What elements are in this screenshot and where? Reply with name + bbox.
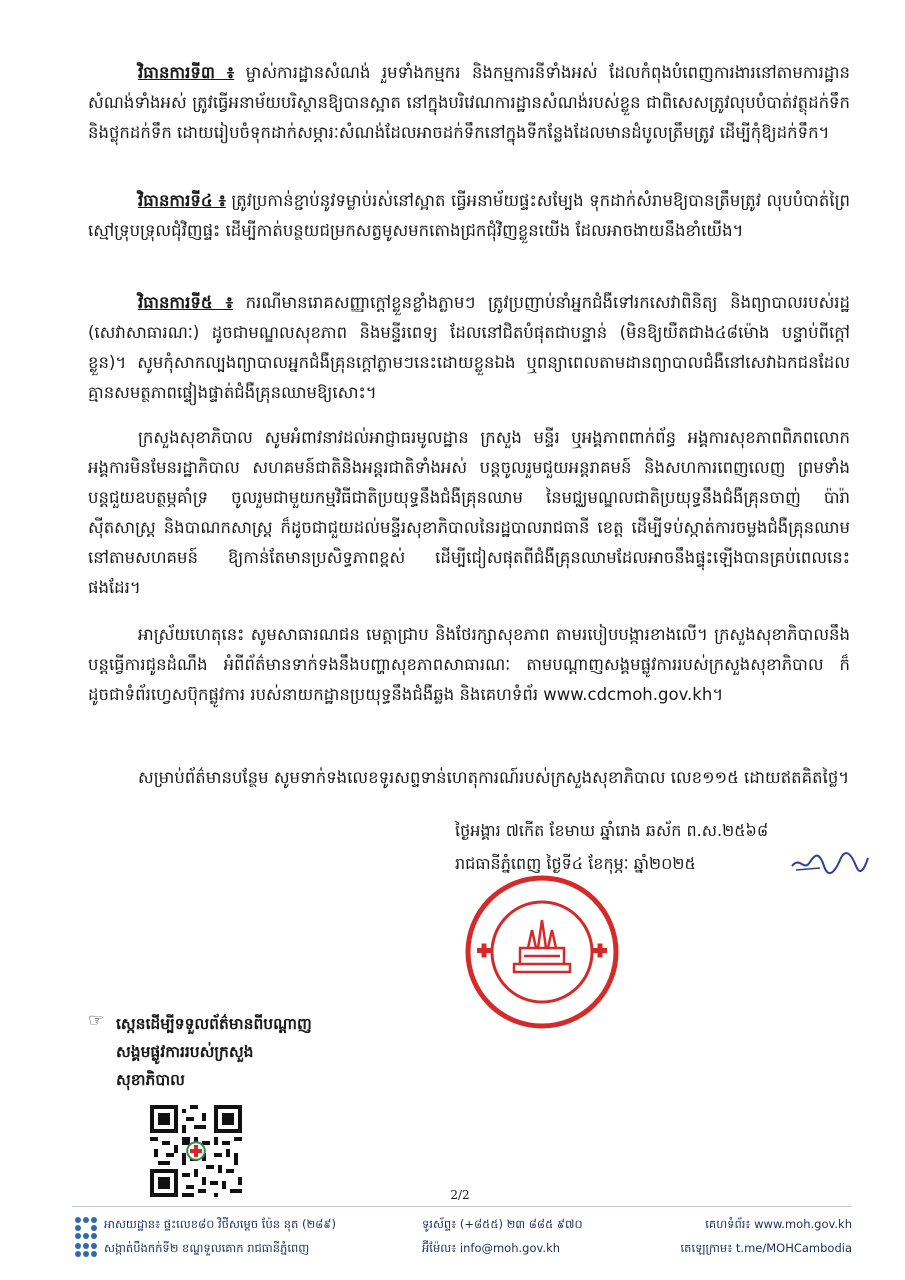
qr-instruction-text: ស្កេនដើម្បីទទួលព័ត៌មានពីបណ្តាញសង្គមផ្លូវការរបស់ក្រសួងសុខាភិបាល xyxy=(116,1015,312,1089)
signature-mark xyxy=(790,848,870,878)
page-footer xyxy=(72,1212,852,1266)
measure-4-body: ត្រូវប្រកាន់ខ្ជាប់នូវទម្លាប់រស់នៅស្អាត ធ្វើអនាម័យផ្ទះសម្បែង ទុកដាក់សំរាមឱ្យបានត្រឹមត្រូវ លុបបំបាត់ព្រៃស្មៅទ្រុបទ្រុលជុំវិញផ្ទះ ដើម្បីកាត់បន្ថយជម្រកសត្វមូសមកតោងជ្រកជុំវិញខ្លួនយើង ដែលអាចងាយនឹងខាំយើង។ xyxy=(88,191,850,240)
hotline-paragraph xyxy=(88,763,850,793)
footer-address xyxy=(104,1212,336,1260)
measure-3-heading: វិធានការទី៣ ៖ xyxy=(138,63,235,82)
ministry-seal xyxy=(462,872,622,1032)
conclusion-text: អាស្រ័យហេតុនេះ សូមសាធារណជន មេត្តាជ្រាប និងថែរក្សាសុខភាព តាមរបៀបបង្ការខាងលើ។ ក្រសួងសុខាភិបាលនឹងបន្តធ្វើការជូនដំណឹង អំពីព័ត៌មានទាក់ទងនឹងបញ្ហាសុខភាពសាធារណៈ តាមបណ្តាញសង្គមផ្លូវការរបស់ក្រសួងសុខាភិបាល ក៏ដូចជាទំព័រហ្វេសប៊ុកផ្លូវការ របស់នាយកដ្ឋានប្រយុទ្ធនឹងជំងឺឆ្លង និងគេហទំព័រ www.cdcmoh.gov.kh។ xyxy=(88,625,850,704)
angkor-wat-icon xyxy=(514,920,570,972)
measure-5-body: ករណីមានរោគសញ្ញាក្តៅខ្លួនខ្លាំងភ្លាមៗ ត្រូវប្រញាប់នាំអ្នកជំងឺទៅរកសេវាពិនិត្យ និងព្យាបាលរបស់រដ្ឋ (សេវាសាធារណៈ) ដូចជាមណ្ឌលសុខភាព និងមន្ទីរពេទ្យ ដែលនៅជិតបំផុតជាបន្ទាន់ (មិនឱ្យយឺតជាង៤៨ម៉ោង បន្ទាប់ពីក្តៅខ្លួន)។ សូមកុំសាកល្បងព្យាបាលអ្នកជំងឺគ្រុនក្តៅភ្លាមៗនេះដោយខ្លួនឯង ឬពន្យាពេលតាមដានព្យាបាលជំងឺនៅសេវាឯកជនដែលគ្មានសមត្ថភាពផ្ទៀងផ្ទាត់ជំងឺគ្រុនឈាមឱ្យសោះ។ xyxy=(88,293,850,402)
footer-divider xyxy=(72,1206,852,1207)
footer-address-line2: សង្កាត់បឹងកក់ទី២ ខណ្ឌទួលគោក រាជធានីភ្នំពេញ xyxy=(104,1241,310,1255)
footer-contacts xyxy=(422,1212,583,1260)
footer-website-link[interactable]: គេហទំព័រ៖ www.moh.gov.kh xyxy=(705,1217,852,1231)
measure-3-body: ម្ចាស់ការដ្ឋានសំណង់ រួមទាំងកម្មករ និងកម្មការនីទាំងអស់ ដែលកំពុងបំពេញការងារនៅតាមការដ្ឋានសំណង់ទាំងអស់ ត្រូវធ្វើអនាម័យបរិស្ថានឱ្យបានស្អាត នៅក្នុងបរិវេណការដ្ឋានសំណង់របស់ខ្លួន ជាពិសេសត្រូវលុបបំបាត់វត្ថុដក់ទឹក និងថ្លុកដក់ទឹក ដោយរៀបចំទុកដាក់សម្ភារៈសំណង់ដែលអាចដក់ទឹកនៅក្នុងទីកន្លែងដែលមានដំបូលត្រឹមត្រូវ ដើម្បីកុំឱ្យដក់ទឹក។ xyxy=(88,63,850,142)
pointing-hand-icon: ☞ xyxy=(88,1010,105,1031)
footer-telegram-link[interactable]: តេឡេក្រាម៖ t.me/MOHCambodia xyxy=(680,1241,852,1255)
footer-address-line1: អាសយដ្ឋាន៖ ផ្ទះលេខ៨០ វិថីសម្តេច ប៉ែន នុត (២៨៩) xyxy=(104,1217,336,1231)
conclusion-paragraph xyxy=(88,620,850,710)
footer-email[interactable]: អ៊ីម៉ែល៖ info@moh.gov.kh xyxy=(422,1241,561,1255)
lunar-date: ថ្ងៃអង្គារ ៧កើត ខែមាឃ ឆ្នាំរោង ឆស័ក ព.ស.២៥៦៨ xyxy=(455,821,769,840)
appeal-paragraph xyxy=(88,423,850,603)
measure-5-heading: វិធានការទី៥ ៖ xyxy=(138,293,233,312)
qr-code[interactable] xyxy=(150,1105,242,1197)
page-number: 2/2 xyxy=(450,1188,470,1202)
measure-5-paragraph xyxy=(88,288,850,408)
appeal-text: ក្រសួងសុខាភិបាល សូមអំពាវនាវដល់អាជ្ញាធរមូលដ្ឋាន ក្រសួង មន្ទីរ ឬអង្គភាពពាក់ព័ន្ធ អង្គការសុខភាពពិភពលោក អង្គការមិនមែនរដ្ឋាភិបាល សហគមន៍ជាតិនិងអន្តរជាតិទាំងអស់ បន្តចូលរួមជួយអន្តរាគមន៍ និងសហការពេញលេញ ព្រមទាំងបន្តជួយឧបត្ថម្ភគាំទ្រ ចូលរួមជាមួយកម្មវិធីជាតិប្រយុទ្ធនឹងជំងឺគ្រុនឈាម នៃមជ្ឈមណ្ឌលជាតិប្រយុទ្ធនឹងជំងឺគ្រុនចាញ់ ប៉ារ៉ាស៊ីតសាស្ត្រ និងបាណកសាស្ត្រ ក៏ដូចជាជួយដល់មន្ទីរសុខាភិបាលនៃរដ្ឋបាលរាជធានី ខេត្ត ដើម្បីទប់ស្កាត់ការចម្លងជំងឺគ្រុនឈាមនៅតាមសហគមន៍ ឱ្យកាន់តែមានប្រសិទ្ធភាពខ្ពស់ ដើម្បីជៀសផុតពីជំងឺគ្រុនឈាមដែលអាចនឹងផ្ទុះឡើងបានគ្រប់ពេលនេះផងដែរ។ xyxy=(88,428,850,597)
footer-phone[interactable]: ទូរស័ព្ទ៖ (+៨៥៥) ២៣ ៨៨៥ ៩៧០ xyxy=(422,1217,583,1231)
footer-links xyxy=(650,1212,852,1260)
hotline-text: សម្រាប់ព័ត៌មានបន្ថែម សូមទាក់ទងលេខទូរសព្ទទាន់ហេតុការណ៍របស់ក្រសួងសុខាភិបាល លេខ១១៥ ដោយឥតគិតថ្លៃ។ xyxy=(138,768,850,787)
measure-4-heading: វិធានការទី៤ ៖ xyxy=(138,191,226,210)
measure-4-paragraph xyxy=(88,186,850,246)
ministry-logo-icon xyxy=(72,1214,98,1258)
measure-3-paragraph xyxy=(88,58,850,148)
solar-date: រាជធានីភ្នំពេញ ថ្ងៃទី៤ ខែកុម្ភៈ ឆ្នាំ២០២៥ xyxy=(455,854,696,873)
